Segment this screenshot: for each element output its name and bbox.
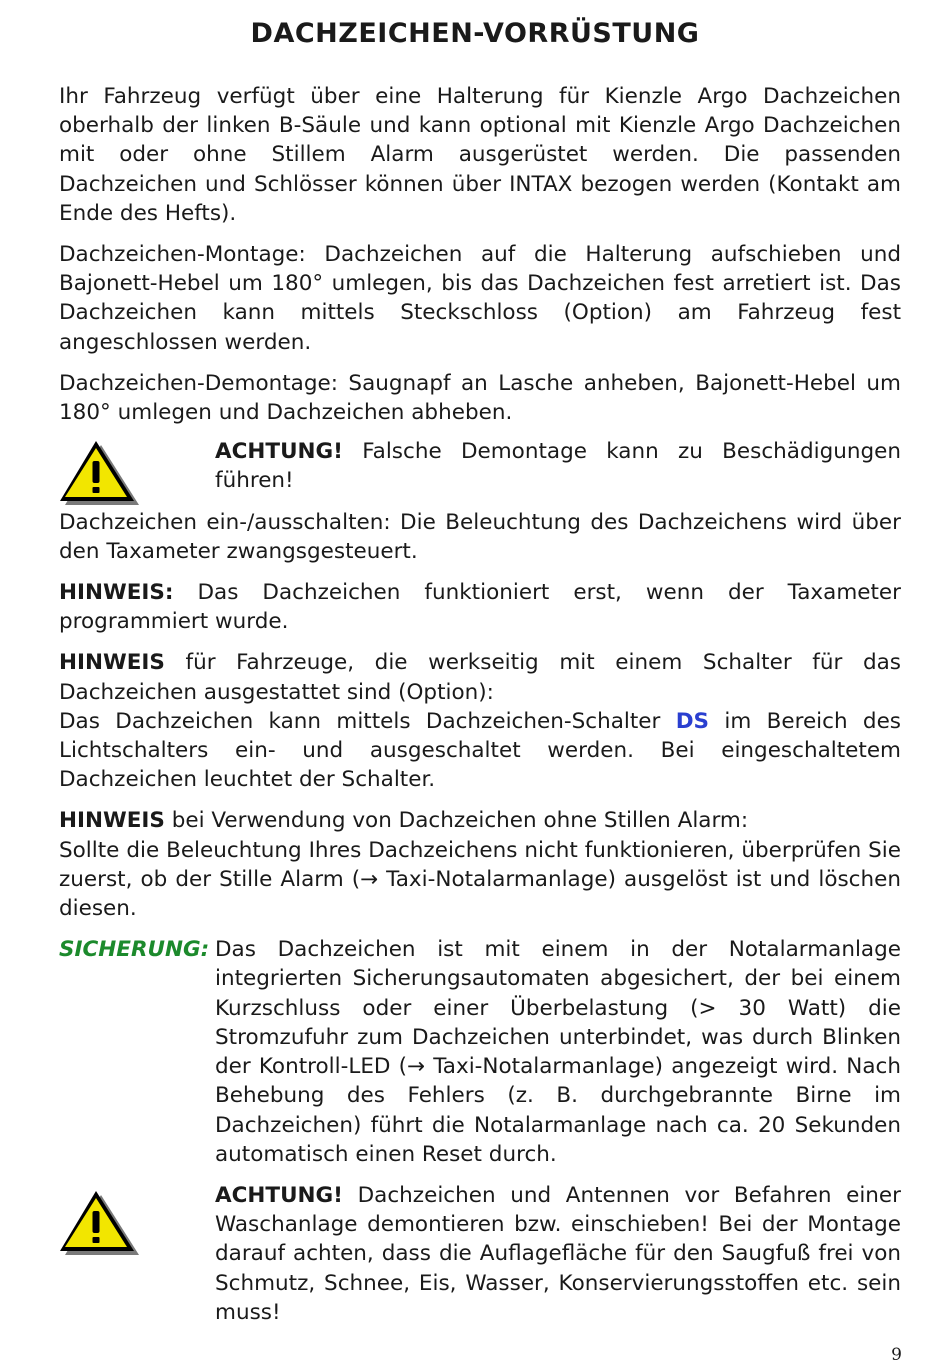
note-3-detail-pre: Sollte die Beleuchtung Ihres Dachzeichens nicht funktionieren, überprüfen Sie zuerst, ob der Stille Alarm (: [59, 837, 901, 892]
note-3-detail-post: Taxi-Notalarmanlage) ausgelöst ist und löschen diesen.: [59, 866, 901, 922]
note-body-1: Das Dachzeichen funktioniert erst, wenn der Taxameter programmiert wurde.: [59, 580, 901, 635]
warning-text-2: [215, 1181, 901, 1327]
note-body-3: bei Verwendung von Dachzeichen ohne Stillen Alarm:: [164, 808, 749, 834]
warning-body-1: Falsche Demontage kann zu Beschädigungen führen!: [215, 439, 901, 494]
note-label-3: HINWEIS: [59, 808, 165, 834]
page-number: 9: [891, 1345, 902, 1365]
note-1: [59, 578, 901, 636]
fuse-block: [59, 935, 901, 1169]
arrow-icon: →: [360, 866, 379, 892]
warning-triangle-icon: [59, 439, 139, 505]
note-label-2: HINWEIS: [59, 650, 165, 676]
intro-paragraph: Ihr Fahrzeug verfügt über eine Halterung für Kienzle Argo Dachzeichen oberhalb der linken B-Säule und kann optional mit Kienzle Argo Dachzeichen mit oder ohne Stillem Alarm ausgerüstet werden. Die passenden Dachzeichen und Schlösser können über INTAX bezogen werden (Kontakt am Ende des Hefts).: [59, 84, 901, 226]
arrow-icon: →: [407, 1054, 426, 1080]
note-body-2: für Fahrzeuge, die werkseitig mit einem Schalter für das Dachzeichen ausgestattet sind (Option):: [59, 650, 901, 705]
dismounting-paragraph: Dachzeichen-Demontage: Saugnapf an Lasche anheben, Bajonett-Hebel um 180° umlegen und Dachzeichen abheben.: [59, 370, 901, 426]
warning-block-2: [59, 1181, 901, 1327]
note-2: [59, 648, 901, 706]
page-title: DACHZEICHEN-VORRÜSTUNG: [250, 18, 700, 49]
note-2-detail-pre: Das Dachzeichen kann mittels Dachzeichen-Schalter: [59, 708, 676, 734]
warning-label-2: ACHTUNG!: [215, 1182, 343, 1208]
note-3: [59, 806, 901, 835]
mounting-paragraph: Dachzeichen-Montage: Dachzeichen auf die Halterung aufschieben und Bajonett-Hebel um 180° umlegen, bis das Dachzeichen fest arretiert ist. Das Dachzeichen kann mittels Steckschloss (Option) am Fahrzeug fest angeschlossen werden.: [59, 242, 901, 355]
warning-label-1: ACHTUNG!: [215, 439, 343, 465]
note-3-detail: [59, 836, 901, 924]
document-body: [59, 82, 901, 1339]
warning-text-1: [215, 437, 901, 495]
note-2-detail-post: im Bereich des Lichtschalters ein- und ausgeschaltet werden. Bei eingeschaltetem Dachzeichen leuchtet der Schalter.: [59, 708, 901, 793]
note-2-detail: [59, 707, 901, 795]
fuse-text: [215, 935, 901, 1169]
ds-switch-label: DS: [675, 708, 710, 734]
fuse-label: SICHERUNG:: [59, 937, 210, 963]
warning-block-1: [59, 437, 901, 495]
fuse-text-pre: Das Dachzeichen ist mit einem in der Notalarmanlage integrierten Sicherungsautomaten abgesichert, der bei einem Kurzschluss oder einer Überbelastung (> 30 Watt) die Stromzufuhr zum Dachzeichen unterbindet, was durch Blinken der Kontroll-LED (: [215, 937, 901, 1080]
note-label-1: HINWEIS:: [59, 580, 174, 606]
warning-body-2: Dachzeichen und Antennen vor Befahren einer Waschanlage demontieren bzw. einschieben! Bei der Montage darauf achten, dass die Auflagefläche für den Saugfuß frei von Schmutz, Schnee, Eis, Wasser, Konservierungsstoffen etc. sein muss!: [215, 1182, 901, 1325]
warning-triangle-icon: [59, 1189, 139, 1255]
switching-paragraph: Dachzeichen ein-/ausschalten: Die Beleuchtung des Dachzeichens wird über den Taxameter zwangsgesteuert.: [59, 509, 901, 564]
fuse-text-post: Taxi-Notalarmanlage) angezeigt wird. Nach Behebung des Fehlers (z. B. durchgebrannte Birne im Dachzeichen) führt die Notalarmanlage nach ca. 20 Sekunden automatisch einen Reset durch.: [215, 1054, 901, 1167]
